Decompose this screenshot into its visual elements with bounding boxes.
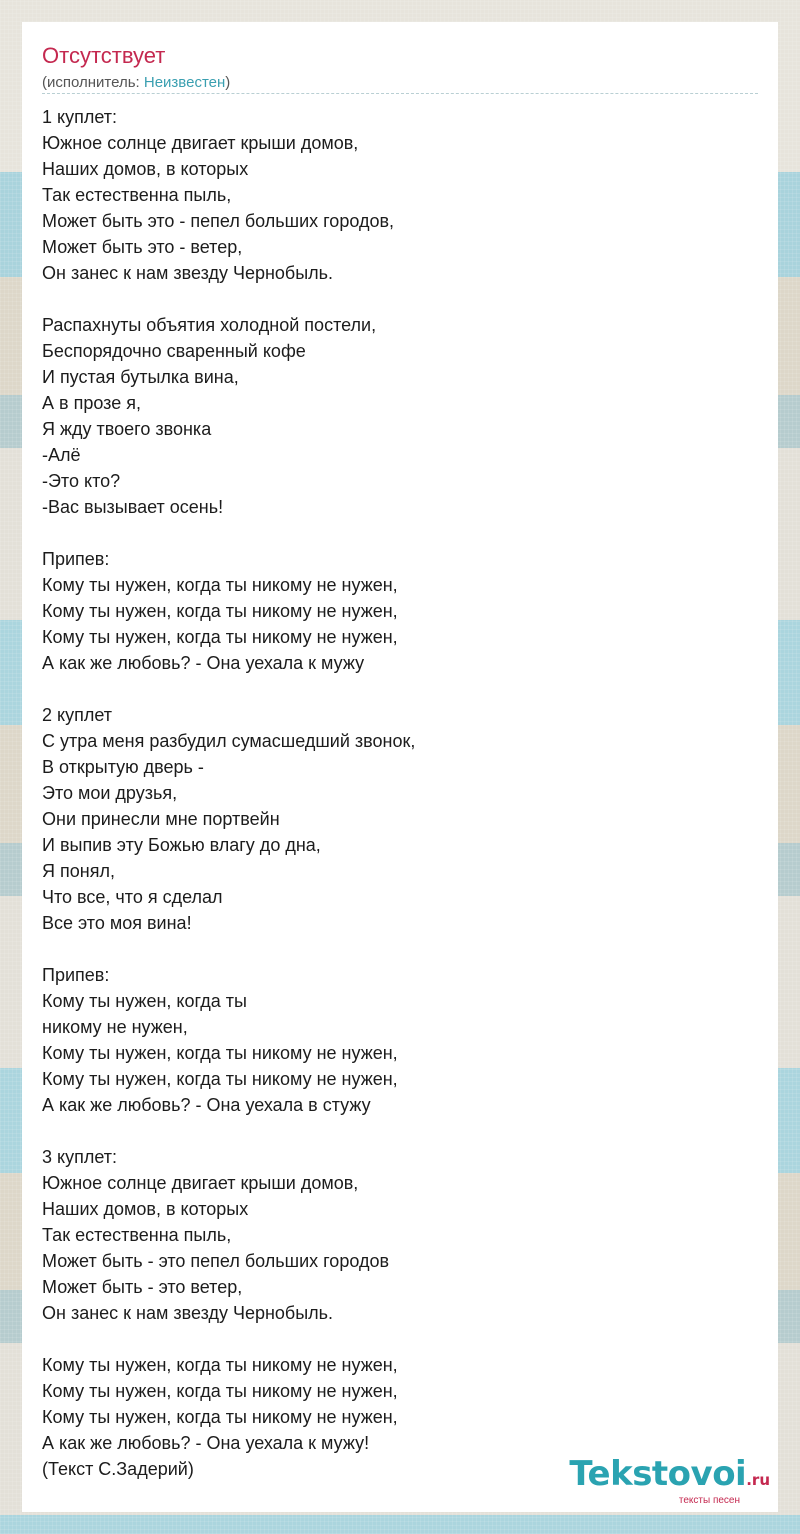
lyric-line: Я жду твоего звонка [42,419,212,439]
lyric-line [42,676,742,702]
lyric-line: А в прозе я, [42,393,141,413]
performer-link[interactable]: Неизвестен [143,74,226,91]
lyric-line: -Вас вызывает осень! [42,497,224,517]
lyric-line: Может быть это - пепел больших городов, [42,211,395,231]
lyric-line: Кому ты нужен, когда ты никому не нужен, [42,1069,398,1089]
lyric-line: -Алё [42,445,81,465]
lyric-line: Кому ты нужен, когда ты никому не нужен, [42,1355,398,1375]
lyric-line: Припев: [42,549,110,569]
performer-line [42,73,230,93]
lyric-line [42,286,742,312]
lyric-line [42,936,742,962]
lyric-line: А как же любовь? - Она уехала в стужу [42,1095,371,1115]
lyric-line: Южное солнце двигает крыши домов, [42,133,359,153]
lyric-line: Кому ты нужен, когда ты никому не нужен, [42,627,398,647]
lyric-line: Он занес к нам звезду Чернобыль. [42,1303,334,1323]
lyric-line: -Это кто? [42,471,121,491]
lyric-line: Может быть это - ветер, [42,237,243,257]
performer-suffix: ) [225,74,231,91]
lyric-line: Кому ты нужен, когда ты никому не нужен, [42,1043,398,1063]
lyric-line: Так естественна пыль, [42,1225,232,1245]
lyric-line [42,1326,742,1352]
lyric-line: 1 куплет: [42,107,117,127]
lyric-line: никому не нужен, [42,1017,188,1037]
lyric-line: Кому ты нужен, когда ты никому не нужен, [42,1381,398,1401]
lyric-line: 3 куплет: [42,1147,117,1167]
lyric-line [42,520,742,546]
lyric-line: И выпив эту Божью влагу до дна, [42,835,321,855]
lyric-line: Кому ты нужен, когда ты никому не нужен, [42,575,398,595]
lyric-line: Южное солнце двигает крыши домов, [42,1173,359,1193]
logo-tagline: тексты песен [678,1495,740,1506]
site-logo[interactable] [569,1454,770,1506]
title-divider [42,93,758,94]
lyrics-card [22,22,778,1512]
lyric-line [42,1118,742,1144]
lyric-line: И пустая бутылка вина, [42,367,239,387]
lyric-line: Я понял, [42,861,115,881]
lyric-line: (Текст С.Задерий) [42,1459,194,1479]
lyrics-text [42,104,742,1482]
lyric-line: Кому ты нужен, когда ты никому не нужен, [42,1407,398,1427]
lyric-line: Наших домов, в которых [42,1199,249,1219]
lyric-line: В открытую дверь - [42,757,204,777]
lyric-line: А как же любовь? - Она уехала к мужу [42,653,365,673]
performer-prefix: (исполнитель: [42,74,144,91]
lyric-line: Наших домов, в которых [42,159,249,179]
lyric-line: 2 куплет [42,705,112,725]
lyric-line: Он занес к нам звезду Чернобыль. [42,263,334,283]
logo-name: Tekstovoi [569,1454,747,1494]
lyric-line: Кому ты нужен, когда ты никому не нужен, [42,601,398,621]
lyric-line: Что все, что я сделал [42,887,223,907]
logo-wordmark [569,1454,770,1501]
lyric-line: Так естественна пыль, [42,185,232,205]
lyric-line: Распахнуты объятия холодной постели, [42,315,377,335]
lyric-line: А как же любовь? - Она уехала к мужу! [42,1433,370,1453]
lyric-line: Это мои друзья, [42,783,178,803]
lyric-line: Они принесли мне портвейн [42,809,280,829]
lyric-line: Припев: [42,965,110,985]
logo-tld: .ru [746,1471,770,1489]
song-title: Отсутствует [42,43,166,68]
lyric-line: Все это моя вина! [42,913,192,933]
lyric-line: Беспорядочно сваренный кофе [42,341,306,361]
lyric-line: Может быть - это ветер, [42,1277,243,1297]
lyric-line: Может быть - это пепел больших городов [42,1251,390,1271]
lyric-line: С утра меня разбудил сумасшедший звонок, [42,731,416,751]
lyric-line: Кому ты нужен, когда ты [42,991,247,1011]
